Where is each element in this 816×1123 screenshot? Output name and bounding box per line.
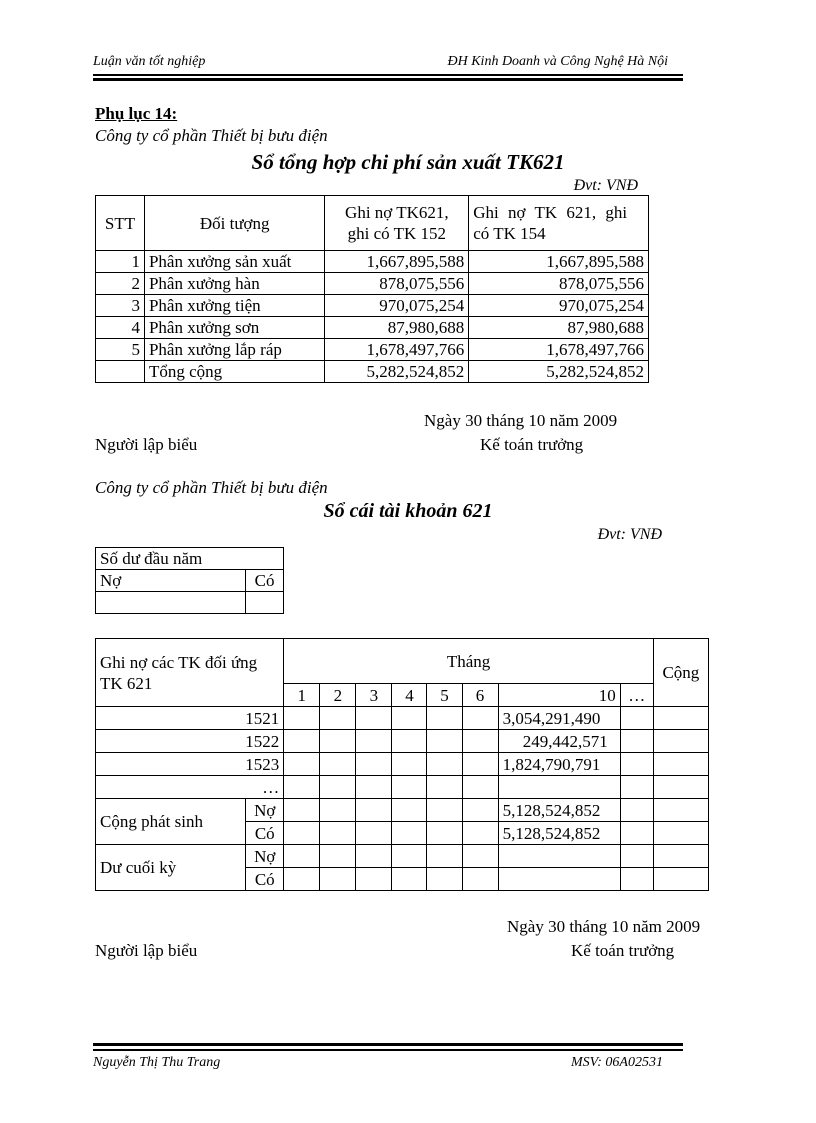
row-debit152: 1,667,895,588: [325, 251, 469, 273]
header-rule-thin: [93, 74, 683, 76]
account-code: …: [96, 776, 284, 799]
header-thesis-label: Luận văn tốt nghiệp: [93, 54, 206, 69]
row-debit154: 1,667,895,588: [469, 251, 649, 273]
footer-student-id: MSV: 06A02531: [570, 1055, 663, 1070]
closing-debit-label: Nợ: [246, 845, 284, 868]
row-debit154: 87,980,688: [469, 317, 649, 339]
col-debit152-header: [325, 196, 469, 251]
row-stt: 1: [96, 251, 145, 273]
total-stt: [96, 361, 145, 383]
month-3: 3: [356, 684, 392, 707]
row-debit152: 970,075,254: [325, 295, 469, 317]
table-row: [96, 295, 649, 317]
table-row: [96, 273, 649, 295]
opening-balance-label: Số dư đầu năm: [96, 548, 284, 570]
account-header: Ghi nợ các TK đối ứng TK 621: [96, 639, 284, 707]
row-object: Phân xưởng sản xuất: [144, 251, 324, 273]
appendix-date: Ngày 30 tháng 10 năm 2009: [424, 411, 618, 430]
opening-balance-table: [95, 547, 284, 614]
cost-summary-table: [95, 195, 649, 383]
header-university: ĐH Kinh Doanh và Công Nghệ Hà Nội: [447, 54, 668, 69]
opening-credit-value: [246, 592, 284, 614]
row-debit154: 970,075,254: [469, 295, 649, 317]
cost-summary-header-row: [96, 196, 649, 251]
col-stt-header: STT: [96, 196, 145, 251]
total-header: Cộng: [653, 639, 708, 707]
opening-credit-label: Có: [246, 570, 284, 592]
footer-rule-thick: [93, 1043, 683, 1046]
month-4: 4: [392, 684, 427, 707]
table-row: [96, 776, 709, 799]
row-stt: 5: [96, 339, 145, 361]
col-debit154-header: [469, 196, 649, 251]
ledger-unit: Đvt: VNĐ: [597, 526, 662, 543]
ledger-company: Công ty cổ phần Thiết bị bưu điện: [95, 478, 328, 497]
month10-value: 1,824,790,791: [498, 753, 620, 776]
arising-debit-m10: 5,128,524,852: [498, 799, 620, 822]
table-row: [96, 730, 709, 753]
row-stt: 3: [96, 295, 145, 317]
header-rule-thick: [93, 78, 683, 81]
table-row: [96, 251, 649, 273]
col-debit154-line1: Ghi nợ TK 621, ghi: [473, 203, 628, 222]
opening-debit-value: [96, 592, 246, 614]
opening-debit-label: Nợ: [96, 570, 246, 592]
appendix-preparer: Người lập biểu: [95, 435, 198, 454]
table-row: [96, 753, 709, 776]
ledger-header-row: [96, 639, 709, 684]
row-debit154: 1,678,497,766: [469, 339, 649, 361]
appendix-title: Sổ tổng hợp chi phí sản xuất TK621: [251, 150, 565, 174]
account-code: 1523: [96, 753, 284, 776]
arising-debit-row: [96, 799, 709, 822]
arising-debit-label: Nợ: [246, 799, 284, 822]
month-5: 5: [427, 684, 462, 707]
appendix-unit: Đvt: VNĐ: [573, 177, 638, 194]
account-code: 1522: [96, 730, 284, 753]
row-object: Phân xưởng sơn: [144, 317, 324, 339]
arising-label: Cộng phát sinh: [96, 799, 246, 845]
month-more: …: [620, 684, 653, 707]
month-header: Tháng: [284, 639, 654, 684]
col-object-header: Đối tượng: [144, 196, 324, 251]
row-stt: 4: [96, 317, 145, 339]
table-row: [96, 317, 649, 339]
footer-rule-thin: [93, 1049, 683, 1051]
col-debit154-line2: có TK 154: [473, 224, 546, 243]
appendix-label: Phụ lục 14:: [95, 104, 178, 123]
ledger-title: Sổ cái tài khoản 621: [323, 500, 493, 522]
month10-value: [498, 776, 620, 799]
appendix-company: Công ty cổ phần Thiết bị bưu điện: [95, 126, 328, 145]
total-debit154: 5,282,524,852: [469, 361, 649, 383]
account-code: 1521: [96, 707, 284, 730]
footer-author: Nguyễn Thị Thu Trang: [93, 1055, 221, 1070]
row-debit154: 878,075,556: [469, 273, 649, 295]
closing-credit-label: Có: [246, 868, 284, 891]
month10-value: 249,442,571: [498, 730, 620, 753]
closing-debit-row: [96, 845, 709, 868]
month-1: 1: [284, 684, 320, 707]
row-debit152: 878,075,556: [325, 273, 469, 295]
row-stt: 2: [96, 273, 145, 295]
arising-credit-m10: 5,128,524,852: [498, 822, 620, 845]
month10-value: 3,054,291,490: [498, 707, 620, 730]
col-debit152-line2: ghi có TK 152: [347, 224, 447, 243]
month-6: 6: [462, 684, 498, 707]
row-object: Phân xưởng hàn: [144, 273, 324, 295]
ledger-preparer: Người lập biểu: [95, 941, 198, 960]
table-row: [96, 339, 649, 361]
total-debit152: 5,282,524,852: [325, 361, 469, 383]
row-debit152: 87,980,688: [325, 317, 469, 339]
row-object: Phân xưởng lắp ráp: [144, 339, 324, 361]
ledger-table: [95, 638, 709, 891]
col-debit152-line1: Ghi nợ TK621,: [345, 203, 449, 222]
arising-credit-label: Có: [246, 822, 284, 845]
month-10: 10: [498, 684, 620, 707]
month-2: 2: [320, 684, 356, 707]
row-debit152: 1,678,497,766: [325, 339, 469, 361]
closing-label: Dư cuối kỳ: [96, 845, 246, 891]
appendix-chief-accountant: Kế toán trưởng: [480, 435, 584, 454]
total-label: Tổng cộng: [144, 361, 324, 383]
ledger-date: Ngày 30 tháng 10 năm 2009: [507, 917, 701, 936]
ledger-chief-accountant: Kế toán trưởng: [571, 941, 675, 960]
row-object: Phân xưởng tiện: [144, 295, 324, 317]
table-row: [96, 707, 709, 730]
total-row: [96, 361, 649, 383]
